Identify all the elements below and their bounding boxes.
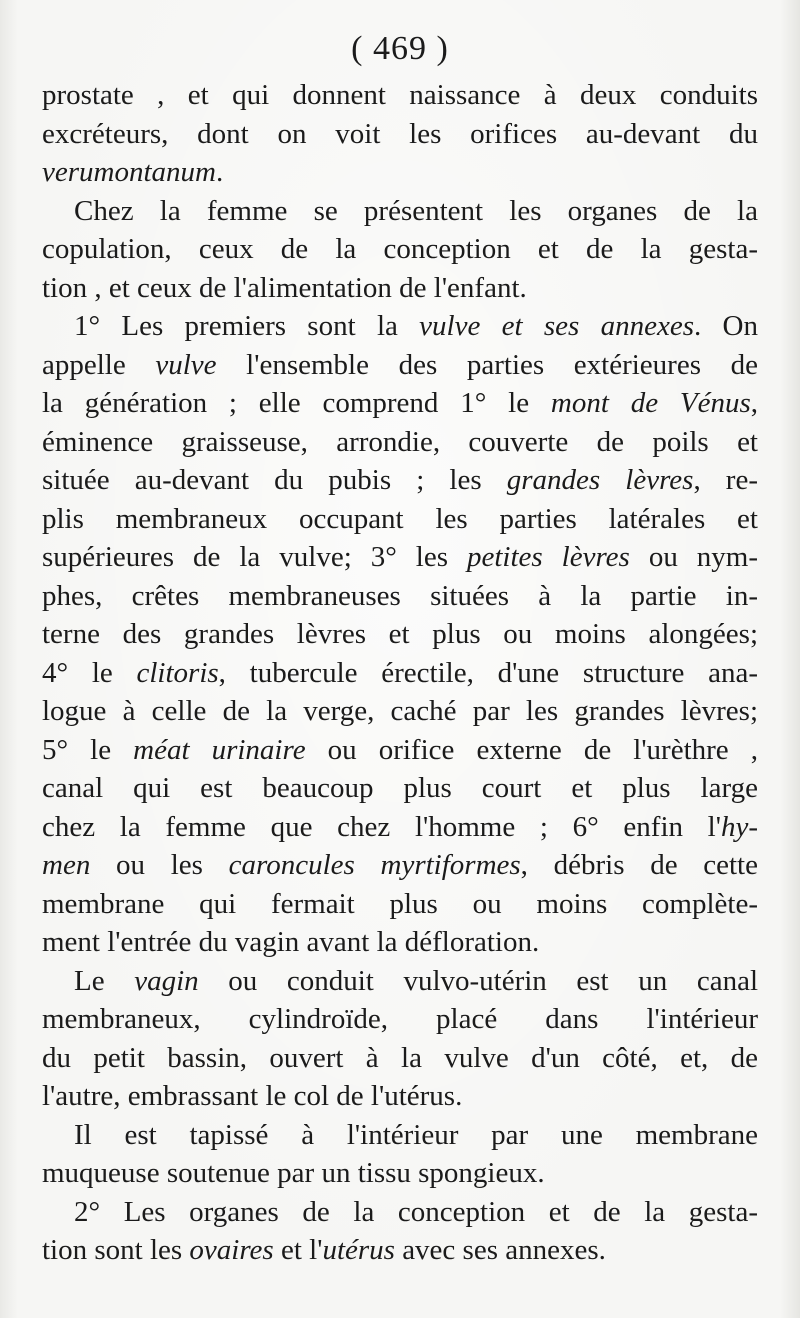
text-line: la génération ; elle comprend 1° le mont de Vénus, [42, 387, 759, 419]
body-text [42, 76, 758, 1270]
text-line: phes, crêtes membraneuses situées à la partie in- [42, 579, 758, 612]
italic-term: mont de Vénus [550, 387, 751, 419]
italic-term: vulve [155, 348, 217, 381]
text-line: chez la femme que chez l'homme ; 6° enfin l'hy- [42, 810, 758, 843]
italic-term: grandes lèvres [506, 464, 694, 496]
text-line: copulation, ceux de la conception et de la gesta- [42, 233, 758, 265]
text-line: 4° le clitoris, tubercule érectile, d'une structure ana- [42, 656, 758, 689]
text-line: men ou les caroncules myrtiformes, débris de cette [42, 849, 758, 881]
italic-term: hy- [720, 810, 758, 843]
italic-term: vulve et ses annexes [419, 310, 694, 342]
text-line: verumontanum. [42, 156, 224, 188]
italic-term: vagin [134, 964, 199, 997]
text-line: terne des grandes lèvres et plus ou moins alongées; [42, 618, 758, 650]
text-line: appelle vulve l'ensemble des parties extérieures de [42, 348, 758, 381]
italic-term: clitoris [136, 656, 219, 689]
italic-term: méat urinaire [133, 733, 306, 766]
italic-term: caroncules myrtiformes [228, 849, 521, 881]
text-line: située au-devant du pubis ; les grandes lèvres, re- [42, 464, 758, 496]
text-line: excréteurs, dont on voit les orifices au-devant du [42, 117, 758, 150]
italic-term: men [42, 849, 91, 881]
italic-term: ovaires [189, 1234, 274, 1266]
text-line: ment l'entrée du vagin avant la défloration. [42, 926, 540, 958]
text-line: supérieures de la vulve; 3° les petites lèvres ou nym- [42, 541, 759, 573]
text-line: membraneux, cylindroïde, placé dans l'intérieur [42, 1003, 758, 1035]
text-line: canal qui est beaucoup plus court et plus large [42, 772, 758, 804]
text-line: éminence graisseuse, arrondie, couverte de poils et [42, 425, 758, 458]
text-line: logue à celle de la verge, caché par les grandes lèvres; [42, 695, 758, 727]
text-line: 1° Les premiers sont la vulve et ses annexes. On [74, 310, 758, 342]
text-line: plis membraneux occupant les parties latérales et [42, 502, 758, 535]
text-line: muqueuse soutenue par un tissu spongieux. [42, 1157, 545, 1189]
text-line: tion , et ceux de l'alimentation de l'enfant. [42, 271, 527, 304]
italic-term: petites lèvres [467, 541, 630, 573]
text-line: tion sont les ovaires et l'utérus avec ses annexes. [42, 1234, 606, 1266]
text-line: 2° Les organes de la conception et de la gesta- [74, 1195, 758, 1228]
text-line: Il est tapissé à l'intérieur par une membrane [74, 1118, 758, 1151]
italic-term: utérus [322, 1234, 395, 1266]
text-line: 5° le méat urinaire ou orifice externe de l'urèthre , [42, 733, 758, 766]
italic-term: verumontanum [42, 156, 216, 188]
text-line: l'autre, embrassant le col de l'utérus. [42, 1080, 463, 1112]
text-line: prostate , et qui donnent naissance à deux conduits [42, 79, 758, 111]
page-number: ( 469 ) [351, 30, 449, 67]
text-line: du petit bassin, ouvert à la vulve d'un côté, et, de [42, 1041, 758, 1074]
text-line: Chez la femme se présentent les organes de la [74, 194, 758, 227]
text-line: membrane qui fermait plus ou moins complète- [42, 887, 758, 920]
text-line: Le vagin ou conduit vulvo-utérin est un canal [74, 964, 758, 997]
